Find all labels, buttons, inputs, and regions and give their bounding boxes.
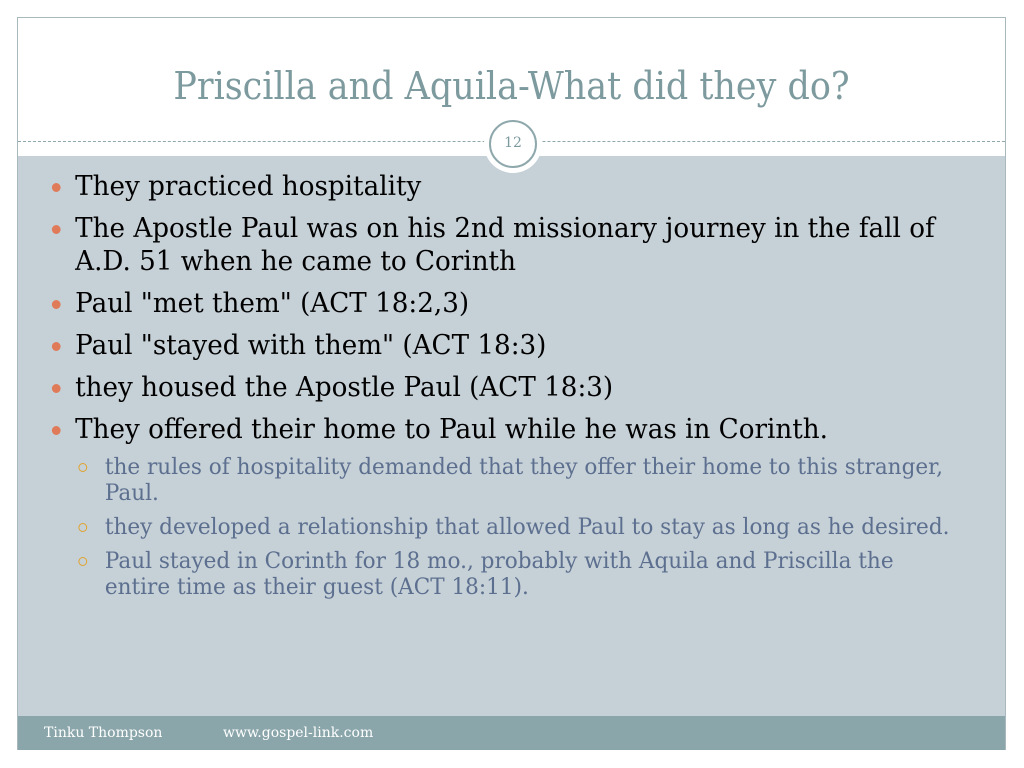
bullet-text: They practiced hospitality — [75, 171, 422, 202]
bullet-dot-icon — [52, 384, 61, 393]
bullet-text: Paul "stayed with them" (ACT 18:3) — [75, 330, 547, 361]
sub-bullet-text: they developed a relationship that allowed Paul to stay as long as he desired. — [104, 515, 950, 540]
bullet-item — [48, 329, 950, 362]
slide-title: Priscilla and Aquila-What did they do? — [173, 64, 850, 108]
bullet-text: The Apostle Paul was on his 2nd missionary journey in the fall of A.D. 51 when he came to Corinth — [75, 213, 935, 277]
bullet-dot-icon — [52, 225, 61, 234]
sub-bullet-item — [48, 455, 959, 507]
bullet-item — [48, 371, 950, 404]
bullet-list — [48, 170, 978, 609]
sub-bullet-text: Paul stayed in Corinth for 18 mo., probably with Aquila and Priscilla the entire time as their guest (ACT 18:11). — [104, 549, 894, 600]
sub-bullet-ring-icon — [78, 557, 87, 566]
footer-website: www.gospel-link.com — [223, 725, 374, 741]
bullet-dot-icon — [52, 342, 61, 351]
sub-bullet-ring-icon — [78, 523, 87, 532]
bullet-dot-icon — [52, 183, 61, 192]
bullet-text: they housed the Apostle Paul (ACT 18:3) — [75, 372, 614, 403]
page-number-badge — [484, 115, 542, 173]
bullet-text: Paul "met them" (ACT 18:2,3) — [75, 288, 470, 319]
sub-bullet-text: the rules of hospitality demanded that they offer their home to this stranger, Paul. — [104, 455, 943, 506]
sub-bullet-ring-icon — [78, 463, 87, 472]
bullet-text: They offered their home to Paul while he was in Corinth. — [75, 414, 828, 445]
page-number: 12 — [489, 120, 537, 168]
bullet-item — [48, 413, 950, 446]
bullet-item — [48, 287, 950, 320]
bullet-item — [48, 170, 950, 203]
sub-bullet-item — [48, 549, 959, 601]
bullet-dot-icon — [52, 300, 61, 309]
sub-bullet-item — [48, 515, 959, 541]
bullet-item — [48, 212, 950, 278]
bullet-dot-icon — [52, 426, 61, 435]
footer — [18, 716, 1005, 750]
footer-author: Tinku Thompson — [44, 725, 163, 741]
